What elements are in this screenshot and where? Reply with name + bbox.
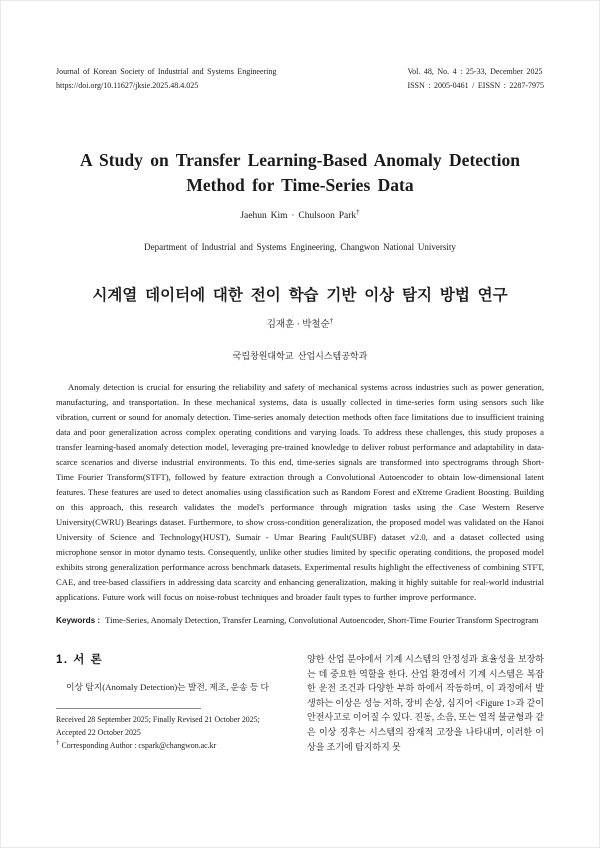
authors-ko bbox=[56, 316, 544, 332]
journal-header-left bbox=[56, 65, 276, 93]
intro-paragraph-left: 이상 탐지(Anomaly Detection)는 발전, 제조, 운송 등 다 bbox=[66, 682, 270, 692]
authors-en-names: Jaehun Kim · Chulsoon Park bbox=[240, 211, 357, 221]
affiliation-en: Department of Industrial and Systems Engineering, Changwon National University bbox=[144, 242, 456, 252]
footnote-divider bbox=[56, 708, 201, 709]
footnote-received-dates: Received 28 September 2025; Finally Revised 21 October 2025; Accepted 22 October 2025 bbox=[56, 715, 260, 737]
keywords-label: Keywords : bbox=[56, 616, 101, 625]
intro-column-left bbox=[56, 652, 291, 754]
keywords-row bbox=[56, 613, 544, 628]
intro-column-right bbox=[307, 652, 544, 754]
paper-title-ko: 시계열 데이터에 대한 전이 학습 기반 이상 탐지 방법 연구 bbox=[92, 287, 508, 304]
authors-en bbox=[56, 207, 544, 223]
footnote-dagger: † bbox=[56, 738, 60, 747]
footnote-corresponding-line bbox=[56, 739, 291, 752]
corresponding-author-dagger-ko: † bbox=[329, 316, 334, 325]
corresponding-author-dagger-en: † bbox=[356, 207, 360, 216]
volume-info: Vol. 48, No. 4 : 25-33, December 2025 bbox=[407, 67, 543, 76]
journal-name: Journal of Korean Society of Industrial and Systems Engineering bbox=[56, 67, 277, 76]
issn-info: ISSN : 2005-0461 / EISSN : 2287-7975 bbox=[407, 81, 544, 90]
intro-section bbox=[56, 652, 544, 754]
abstract-text: Anomaly detection is crucial for ensuring the reliability and safety of mechanical systems across industries such as power generation, manufacturing, and transportation. In these mechanical systems, data is usually collected in time-series form using sensors such like vibration, current or sound for anomaly detection. Time-series anomaly detection methods often face limitations due to insufficient training data and poor generalization across complex operating conditions and varying loads. To address these challenges, this study proposes a transfer learning-based anomaly detection model, leveraging pre-trained knowledge to deliver robust performance and adaptability in data-scarce scenarios and diverse industrial environments. To this end, time-series signals are transformed into spectrograms through Short-Time Fourier Transform(STFT), followed by feature extraction through a Convolutional Autoencoder to obtain low-dimensional latent features. These features are used to detect anomalies using classification such as Random Forest and eXtreme Gradient Boosting. Building on this approach, this research validates the model's performance through migration tasks using the Case Western Reserve University(CWRU) Bearings dataset. Furthermore, to show cross-condition generalization, the proposed model was validated on the Hanoi University of Science and Technology(HUST), Sumair - Umar Bearing Fault(SUBF) dataset v2.0, and a dataset collected using microphone sensor in motor dynamo tests. Consequently, unlike other studies limited by specific operating conditions, the proposed model exhibits strong generalization performance across benchmark datasets. Experimental results highlight the effectiveness of combining STFT, CAE, and tree-based classifiers in addressing data scarcity and enhancing generalization, making it highly suitable for real-world industrial applications. Future work will focus on noise-robust techniques and broader fault types to further improve performance. bbox=[56, 382, 544, 602]
section-heading-introduction: 1. 서 론 bbox=[56, 654, 104, 666]
paper-title-en: A Study on Transfer Learning-Based Anomaly Detection Method for Time-Series Data bbox=[80, 150, 520, 195]
intro-paragraph-right: 양한 산업 분야에서 기계 시스템의 안정성과 효율성을 보장하는 데 중요한 역할을 한다. 산업 환경에서 기계 시스템은 복잡한 운전 조건과 다양한 부하 하에서 작동하며, 이 과정에서 발생하는 이상은 성능 저하, 장비 손상, 심지어 <Figure 1>과 같이 안전사고로 이어질 수 있다. 진동, 소음, 또는 열적 불균형과 같은 이상 징후는 시스템의 잠재적 고장을 나타내며, 이러한 이상을 조기에 탐지하지 못 bbox=[307, 654, 544, 752]
footnote-block bbox=[56, 708, 291, 752]
authors-ko-names: 김재훈 · 박철순 bbox=[266, 320, 330, 330]
journal-header-right bbox=[407, 65, 544, 93]
doi-link[interactable]: https://doi.org/10.11627/jksie.2025.48.4.025 bbox=[56, 81, 199, 90]
keywords-text: Time-Series, Anomaly Detection, Transfer Learning, Convolutional Autoencoder, Short-Time Fourier Transform Spectrogram bbox=[105, 615, 539, 625]
corresponding-author-email[interactable]: Corresponding Author : cspark@changwon.ac.kr bbox=[61, 741, 217, 750]
journal-header bbox=[56, 65, 544, 93]
affiliation-ko: 국립창원대학교 산업시스템공학과 bbox=[232, 351, 368, 361]
